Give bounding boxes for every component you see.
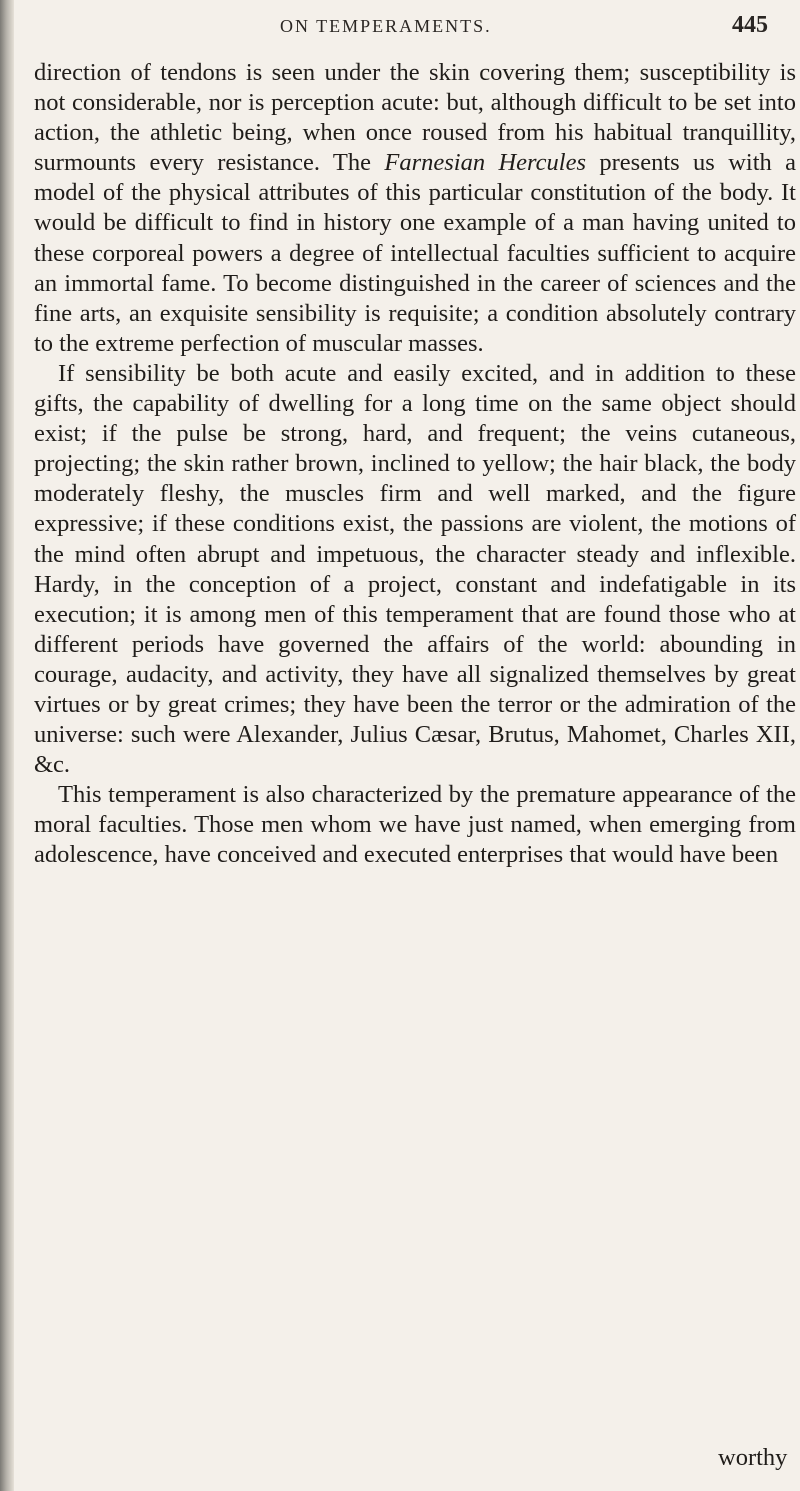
paragraph-1-text-a: direction of tendons is seen under the skin covering them; susceptibility is not considerable, nor is perception acute: but, although difficult to be set into action, the athletic being, when once roused from his habitual tranquillity, surmounts every resistance. The [34, 59, 796, 177]
paragraph-3 [34, 780, 796, 870]
paragraph-2-text: If sensibility be both acute and easily excited, and in addition to these gifts, the capability of dwelling for a long time on the same object should exist; if the pulse be strong, hard, and frequent; the veins cutaneous, projecting; the skin rather brown, inclined to yellow; the hair black, the body moderately fleshy, the muscles firm and well marked, and the figure expressive; if these conditions exist, the passions are violent, the motions of the mind often abrupt and impetuous, the character steady and inflexible. Hardy, in the conception of a project, constant and indefatigable in its execution; it is among men of this temperament that are found those who at different periods have governed the affairs of the world: abounding in courage, audacity, and activity, they have all signalized themselves by great virtues or by great crimes; they have been the terror or the admiration of the universe: such were Alexander, Julius Cæsar, Brutus, Mahomet, Charles XII, &c. [34, 359, 796, 779]
running-head: ON TEMPERAMENTS. [280, 16, 492, 36]
paragraph-2 [34, 359, 796, 780]
page-header [120, 12, 790, 52]
paragraph-1-italic: Farnesian Hercules [384, 149, 586, 177]
paragraph-3-text: This temperament is also characterized by the premature appearance of the moral faculties. Those men whom we have just named, when emerging from adolescence, have conceived and executed enterprises that would have been [34, 781, 796, 869]
catchword: worthy [718, 1444, 788, 1471]
page-gutter-shadow [0, 0, 14, 1491]
paragraph-1-text-b: presents us with a model of the physical attributes of this particular constitution of the body. It would be difficult to find in history one example of a man having united to these corporeal powers a degree of intellectual faculties sufficient to acquire an immortal fame. To become distinguished in the career of sciences and the fine arts, an exquisite sensibility is requisite; a condition absolutely contrary to the extreme perfection of muscular masses. [34, 149, 797, 357]
body-text [34, 58, 796, 871]
paragraph-1 [34, 58, 796, 359]
page-number: 445 [732, 12, 768, 38]
